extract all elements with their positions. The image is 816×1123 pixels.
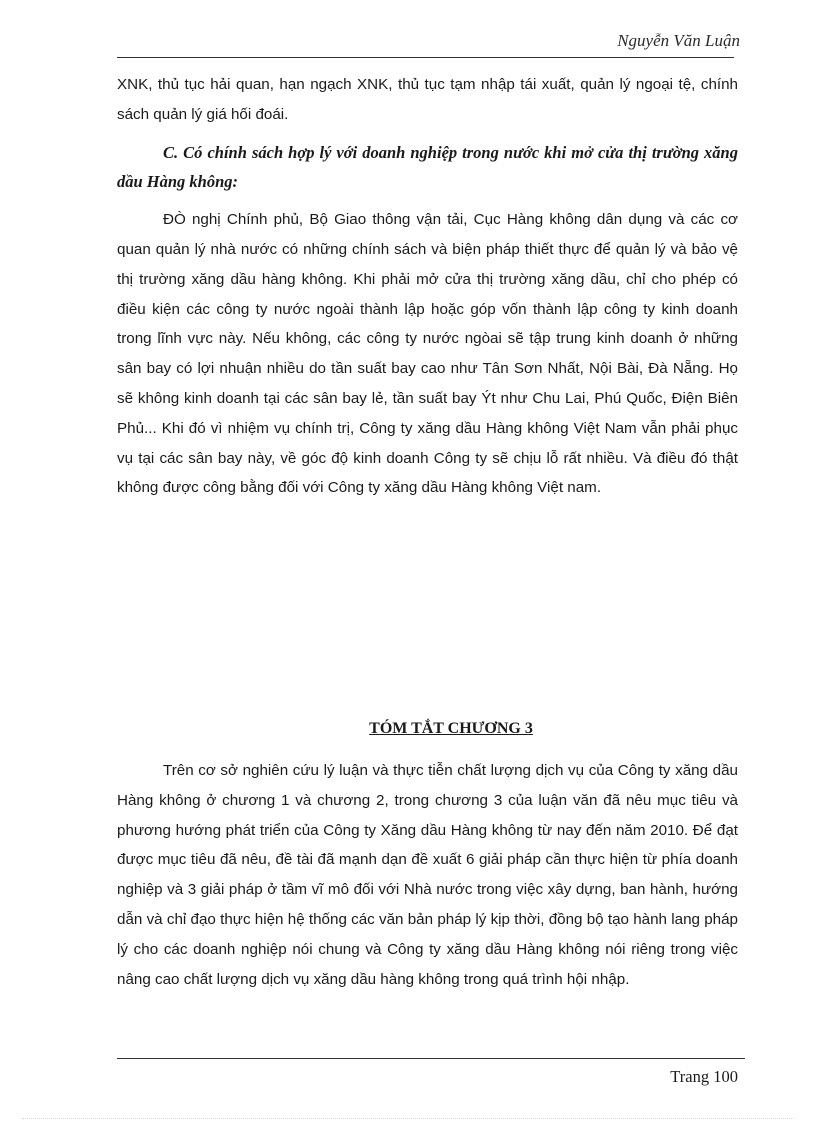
page-edge-divider: [22, 1118, 794, 1119]
summary-paragraph: Trên cơ sở nghiên cứu lý luận và thực tiễn chất lượng dịch vụ của Công ty xăng dầu Hàng không ở chương 1 và chương 2, trong chương 3 của luận văn đã nêu mục tiêu và phương hướng phát triển của Công ty Xăng dầu Hàng không từ nay đến năm 2010. Để đạt được mục tiêu đã nêu, đề tài đã mạnh dạn đề xuất 6 giải pháp cần thực hiện từ phía doanh nghiệp và 3 giải pháp ở tầm vĩ mô đối với Nhà nước trong việc xây dựng, ban hành, hướng dẫn và chỉ đạo thực hiện hệ thống các văn bản pháp lý kịp thời, đồng bộ tạo hành lang pháp lý cho các doanh nghiệp nói chung và Công ty xăng dầu Hàng không nói riêng trong việc nâng cao chất lượng dịch vụ xăng dầu hàng không trong quá trình hội nhập.: [117, 762, 738, 988]
section-heading: C. Có chính sách hợp lý với doanh nghiệp trong nước khi mở cửa thị trường xăng dầu Hàng không:: [117, 142, 738, 192]
upper-text-block: [117, 70, 738, 503]
header-author: Nguyễn Văn Luận: [617, 31, 740, 50]
header-rule: [117, 57, 734, 58]
footer-rule: [117, 1058, 745, 1059]
summary-text-block: [117, 756, 738, 994]
section-paragraph: ĐÒ nghị Chính phủ, Bộ Giao thông vận tải, Cục Hàng không dân dụng và các cơ quan quản lý nhà nước có những chính sách và biện pháp thiết thực để quản lý và bảo vệ thị trường xăng dầu hàng không. Khi phải mở cửa thị trường xăng dầu, chỉ cho phép có điều kiện các công ty nước ngoài thành lập hoặc góp vốn thành lập công ty kinh doanh trong lĩnh vực này. Nếu không, các công ty nước ngòai sẽ tập trung kinh doanh ở những sân bay có lợi nhuận nhiều do tần suất bay cao như Tân Sơn Nhất, Nội Bài, Đà Nẵng. Họ sẽ không kinh doanh tại các sân bay lẻ, tần suất bay Ýt như Chu Lai, Phú Quốc, Điện Biên Phủ... Khi đó vì nhiệm vụ chính trị, Công ty xăng dầu Hàng không Việt Nam vẫn phải phục vụ tại các sân bay này, về góc độ kinh doanh Công ty sẽ chịu lỗ rất nhiều. Và điều đó thật không được công bằng đối với Công ty xăng dầu Hàng không Việt nam.: [117, 211, 738, 497]
page-number: Trang 100: [670, 1067, 738, 1086]
continuation-paragraph: XNK, thủ tục hải quan, hạn ngạch XNK, thủ tục tạm nhập tái xuất, quản lý ngoại tệ, chính sách quản lý giá hối đoái.: [117, 76, 738, 123]
chapter-summary-title: TÓM TẮT CHƯƠNG 3: [369, 720, 533, 737]
